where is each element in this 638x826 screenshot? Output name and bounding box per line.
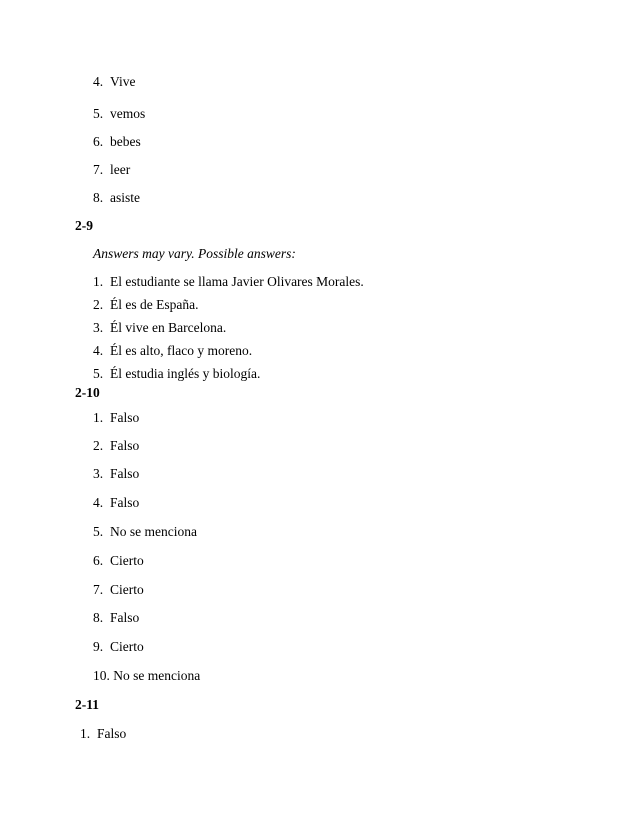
list-item <box>93 553 144 569</box>
list-item <box>93 106 145 122</box>
list-item <box>93 297 198 313</box>
item-number: 8. <box>93 610 104 625</box>
item-number: 10. <box>93 668 110 683</box>
item-text: vemos <box>110 106 146 121</box>
list-item <box>93 639 144 655</box>
item-text: Falso <box>110 466 140 481</box>
item-number: 9. <box>93 639 104 654</box>
item-number: 3. <box>93 466 104 481</box>
list-item <box>93 438 139 454</box>
item-number: 2. <box>93 297 104 312</box>
item-number: 5. <box>93 366 104 381</box>
item-number: 7. <box>93 162 104 177</box>
item-number: 7. <box>93 582 104 597</box>
item-text: Falso <box>110 410 140 425</box>
item-text: Falso <box>110 495 140 510</box>
item-text: Él estudia inglés y biología. <box>110 366 261 381</box>
list-item <box>93 366 260 382</box>
item-text: Cierto <box>110 582 144 597</box>
item-text: Vive <box>110 74 136 89</box>
item-text: Falso <box>97 726 127 741</box>
list-item <box>93 668 200 684</box>
item-number: 2. <box>93 438 104 453</box>
list-item <box>93 190 140 206</box>
section-heading-2-9: 2-9 <box>75 218 93 233</box>
list-item <box>93 74 135 90</box>
item-number: 5. <box>93 524 104 539</box>
item-number: 6. <box>93 134 104 149</box>
item-text: No se menciona <box>110 524 197 539</box>
list-item <box>93 162 130 178</box>
item-text: Cierto <box>110 553 144 568</box>
item-number: 1. <box>80 726 91 741</box>
list-item <box>93 495 139 511</box>
item-text: Cierto <box>110 639 144 654</box>
item-text: El estudiante se llama Javier Olivares Morales. <box>110 274 364 289</box>
item-text: Él es alto, flaco y moreno. <box>110 343 253 358</box>
list-item <box>93 343 252 359</box>
list-item <box>93 610 139 626</box>
item-number: 5. <box>93 106 104 121</box>
item-text: asiste <box>110 190 140 205</box>
list-item <box>93 134 141 150</box>
item-text: leer <box>110 162 131 177</box>
item-text: Falso <box>110 438 140 453</box>
item-number: 4. <box>93 495 104 510</box>
item-number: 1. <box>93 274 104 289</box>
item-text: bebes <box>110 134 141 149</box>
item-number: 1. <box>93 410 104 425</box>
list-item <box>93 524 197 540</box>
item-number: 3. <box>93 320 104 335</box>
list-item <box>93 320 226 336</box>
item-number: 4. <box>93 74 104 89</box>
list-item <box>80 726 126 742</box>
item-number: 4. <box>93 343 104 358</box>
section-heading-2-11: 2-11 <box>75 697 100 712</box>
list-item <box>93 466 139 482</box>
item-text: No se menciona <box>113 668 201 683</box>
item-number: 8. <box>93 190 104 205</box>
item-text: Falso <box>110 610 140 625</box>
answers-note: Answers may vary. Possible answers: <box>93 246 296 261</box>
item-text: Él es de España. <box>110 297 199 312</box>
list-item <box>93 582 144 598</box>
list-item <box>93 274 364 290</box>
list-item <box>93 410 139 426</box>
item-text: Él vive en Barcelona. <box>110 320 227 335</box>
section-heading-2-10: 2-10 <box>75 385 100 400</box>
item-number: 6. <box>93 553 104 568</box>
